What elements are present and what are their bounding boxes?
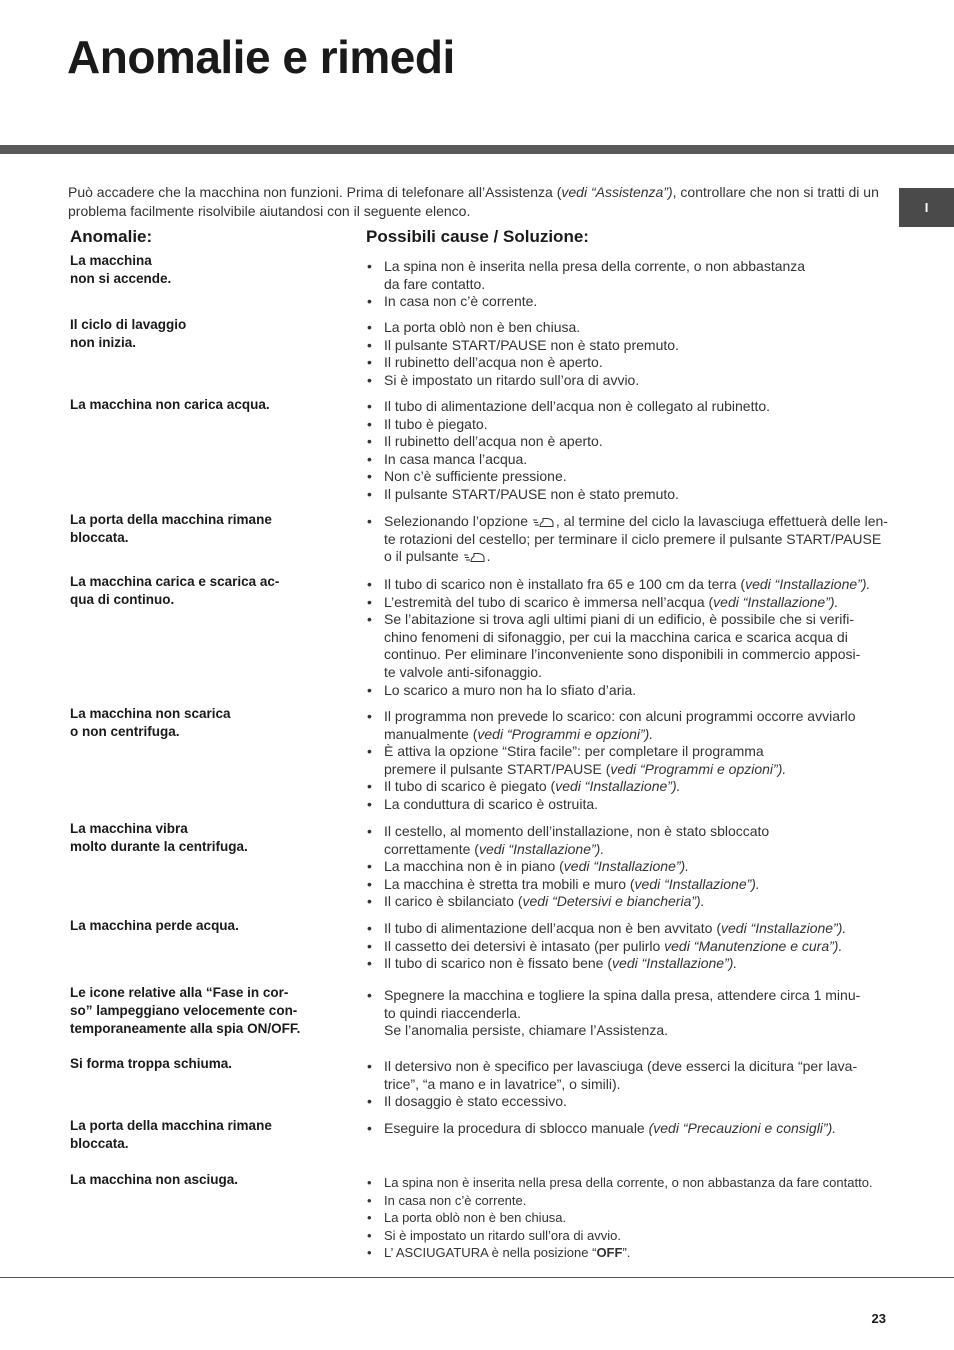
anomaly-label [70, 1117, 340, 1153]
cause-text: Il tubo di alimentazione dell’acqua non è ben avvitato ( [384, 920, 721, 936]
anomaly-line: La macchina non scarica [70, 706, 231, 721]
cause-line [384, 276, 888, 294]
cause-text: La macchina non è in piano ( [384, 858, 564, 875]
anomaly-line: La porta della macchina rimane [70, 512, 272, 527]
cause-reference: vedi “Installazione”). [612, 955, 738, 972]
cause-reference: vedi “Installazione”). [721, 920, 847, 936]
cause-list [366, 398, 888, 504]
bottom-divider [0, 1277, 954, 1278]
cause-line [384, 761, 888, 779]
cause-reference: vedi “Installazione”). [555, 778, 681, 795]
anomaly-line: La macchina carica e scarica ac- [70, 574, 280, 589]
cause-line [384, 646, 888, 664]
cause-line [384, 743, 888, 761]
cause-line [384, 451, 888, 469]
cause-line [384, 594, 888, 612]
cause-text: Il tubo di alimentazione dell’acqua non è collegato al rubinetto. [384, 398, 771, 414]
cause-item [366, 258, 888, 293]
cause-item [366, 486, 888, 504]
cause-line [384, 398, 888, 416]
anomaly-line: bloccata. [70, 1136, 129, 1151]
cause-text: Lo scarico a muro non ha lo sfiato d’aria. [384, 681, 637, 698]
cause-line [384, 955, 888, 973]
cause-line [384, 1022, 888, 1040]
cause-item [366, 987, 888, 1040]
cause-text: Eseguire la procedura di sblocco manuale [384, 1120, 649, 1136]
cause-text: Non c’è sufficiente pressione. [384, 468, 567, 485]
cause-list [366, 576, 888, 699]
anomaly-label [70, 511, 340, 547]
cause-text: te valvole anti-sifonaggio. [384, 663, 542, 680]
cause-line [384, 372, 888, 390]
cause-item [366, 893, 888, 911]
cause-text: te rotazioni del cestello; per terminare il ciclo premere il pulsante START/PAUSE [384, 530, 882, 547]
cause-text: Il pulsante START/PAUSE non è stato premuto. [384, 336, 679, 353]
cause-item [366, 433, 888, 451]
cause-text: Il carico è sbilanciato ( [384, 893, 523, 910]
cause-text: manualmente ( [384, 725, 478, 742]
cause-text: Il dosaggio è stato eccessivo. [384, 1093, 567, 1110]
cause-text: ”. [622, 1245, 631, 1261]
cause-line [384, 531, 888, 549]
cause-item [366, 611, 888, 681]
cause-reference: vedi “Installazione”). [478, 840, 605, 857]
intro-text: Può accadere che la macchina non funzioni. Prima di telefonare all’Assistenza ( [68, 184, 562, 200]
page-number: 23 [871, 1311, 886, 1326]
cause-text: Se l’anomalia persiste, chiamare l’Assistenza. [384, 1022, 669, 1039]
cause-item [366, 513, 888, 566]
cause-reference: vedi “Installazione”). [634, 875, 760, 892]
cause-item [366, 354, 888, 372]
cause-item [366, 1209, 888, 1227]
cause-line [384, 1005, 888, 1023]
anomaly-line: Si forma troppa schiuma. [70, 1056, 233, 1071]
top-divider [0, 145, 954, 154]
cause-line [384, 858, 888, 876]
anomaly-line: La porta della macchina rimane [70, 1118, 272, 1133]
cause-item [366, 938, 888, 956]
cause-line [384, 576, 888, 594]
page-title: Anomalie e rimedi [67, 31, 455, 83]
cause-text: Il tubo di scarico non è installato fra 65 e 100 cm da terra ( [384, 576, 746, 592]
cause-text: Il tubo di scarico è piegato ( [384, 778, 556, 795]
cause-item [366, 1244, 888, 1262]
intro-reference: vedi “Assistenza”) [561, 184, 673, 200]
cause-line [384, 486, 888, 504]
cause-line [384, 513, 888, 531]
cause-line [384, 433, 888, 451]
anomaly-line: Le icone relative alla “Fase in cor- [70, 985, 289, 1000]
cause-item [366, 1120, 888, 1138]
cause-text: Spegnere la macchina e togliere la spina dalla presa, attendere circa 1 minu- [384, 987, 861, 1003]
anomaly-label [70, 1055, 340, 1073]
cause-line [384, 1076, 888, 1094]
cause-line [384, 354, 888, 372]
anomaly-line: qua di continuo. [70, 592, 175, 607]
anomalies-heading: Anomalie: [70, 227, 153, 246]
cause-text: L’ ASCIUGATURA è nella posizione “ [384, 1245, 597, 1261]
cause-emphasis: OFF [596, 1245, 623, 1261]
cause-line [384, 841, 888, 859]
cause-item [366, 823, 888, 858]
cause-reference: vedi “Installazione”). [745, 576, 871, 592]
cause-line [384, 548, 888, 566]
cause-line [384, 1209, 888, 1227]
cause-list [366, 1120, 888, 1138]
cause-line [384, 416, 888, 434]
cause-item [366, 1227, 888, 1245]
anomaly-label [70, 917, 340, 935]
anomaly-line: molto durante la centrifuga. [70, 839, 248, 854]
cause-text: o il pulsante [384, 548, 463, 565]
cause-item [366, 468, 888, 486]
cause-line [384, 319, 888, 337]
anomaly-label [70, 705, 340, 741]
cause-line [384, 1120, 888, 1138]
cause-item [366, 319, 888, 337]
cause-line [384, 893, 888, 911]
anomaly-line: La macchina perde acqua. [70, 918, 239, 933]
cause-item [366, 876, 888, 894]
cause-text: , al termine del ciclo la lavasciuga effettuerà delle len- [555, 513, 888, 529]
cause-text: Il cestello, al momento dell’installazione, non è stato sbloccato [384, 823, 770, 839]
cause-text: È attiva la opzione “Stira facile”: per completare il programma [384, 743, 764, 760]
cause-line [384, 778, 888, 796]
cause-reference: vedi “Installazione”). [563, 858, 690, 875]
causes-heading: Possibili cause / Soluzione: [366, 227, 589, 246]
cause-item [366, 1174, 888, 1192]
cause-item [366, 708, 888, 743]
cause-line [384, 611, 888, 629]
cause-item [366, 796, 888, 814]
cause-text: Il rubinetto dell’acqua non è aperto. [384, 433, 603, 450]
cause-line [384, 664, 888, 682]
cause-line [384, 629, 888, 647]
cause-line [384, 258, 888, 276]
cause-reference: vedi “Detersivi e biancheria”). [522, 893, 705, 910]
cause-item [366, 682, 888, 700]
anomaly-line: non si accende. [70, 271, 172, 286]
cause-text: Se l’abitazione si trova agli ultimi piani di un edificio, è possibile che si verifi- [384, 611, 855, 628]
cause-text: Il pulsante START/PAUSE non è stato premuto. [384, 485, 679, 502]
cause-reference: vedi “Manutenzione e cura”). [664, 937, 843, 954]
cause-line [384, 823, 888, 841]
easy-iron-option-icon [533, 516, 555, 528]
cause-reference: vedi “Installazione”). [713, 593, 839, 610]
cause-line [384, 708, 888, 726]
anomaly-line: La macchina vibra [70, 821, 188, 836]
cause-item [366, 594, 888, 612]
cause-text: Si è impostato un ritardo sull’ora di avvio. [384, 371, 640, 388]
cause-line [384, 920, 888, 938]
cause-text: La porta oblò non è ben chiusa. [384, 319, 581, 335]
cause-list [366, 920, 888, 973]
anomaly-label [70, 396, 340, 414]
cause-text: continuo. Per eliminare l’inconveniente sono disponibili in commercio apposi- [384, 646, 861, 663]
cause-item [366, 778, 888, 796]
cause-list [366, 708, 888, 814]
cause-item [366, 398, 888, 416]
language-tab: I [899, 188, 954, 227]
anomaly-label [70, 573, 340, 609]
cause-text: . [486, 548, 491, 565]
anomaly-line: o non centrifuga. [70, 724, 180, 739]
anomaly-label [70, 1171, 340, 1189]
cause-item [366, 372, 888, 390]
anomaly-line: Il ciclo di lavaggio [70, 317, 187, 332]
cause-text: In casa non c’è corrente. [384, 1192, 527, 1208]
anomaly-line: bloccata. [70, 530, 129, 545]
cause-line [384, 337, 888, 355]
cause-list [366, 823, 888, 911]
cause-list [366, 319, 888, 389]
cause-list [366, 513, 888, 566]
anomaly-line: La macchina non asciuga. [70, 1172, 239, 1187]
cause-item [366, 955, 888, 973]
cause-list [366, 1174, 888, 1262]
cause-line [384, 1227, 888, 1245]
cause-line [384, 876, 888, 894]
cause-item [366, 1192, 888, 1210]
cause-line [384, 938, 888, 956]
anomaly-line: non inizia. [70, 335, 136, 350]
cause-text: trice”, “a mano e in lavatrice”, o simili). [384, 1075, 621, 1092]
cause-text: In casa manca l’acqua. [384, 450, 528, 467]
cause-text: La macchina è stretta tra mobili e muro ( [384, 875, 635, 892]
cause-line [384, 987, 888, 1005]
cause-text: Il cassetto dei detersivi è intasato (per pulirlo [384, 937, 665, 954]
cause-text: La spina non è inserita nella presa della corrente, o non abbastanza da fare contatto. [384, 1175, 873, 1190]
cause-text: Si è impostato un ritardo sull’ora di avvio. [384, 1227, 622, 1243]
cause-item [366, 1058, 888, 1093]
cause-line [384, 1174, 888, 1192]
cause-item [366, 576, 888, 594]
anomaly-line: La macchina non carica acqua. [70, 397, 270, 412]
cause-line [384, 1244, 888, 1262]
cause-text: Il rubinetto dell’acqua non è aperto. [384, 354, 603, 371]
cause-line [384, 726, 888, 744]
cause-text: Il tubo è piegato. [384, 415, 488, 432]
anomaly-label [70, 316, 340, 352]
cause-text: to quindi riaccenderla. [384, 1004, 521, 1021]
cause-item [366, 858, 888, 876]
anomaly-line: La macchina [70, 253, 152, 268]
cause-text: chino fenomeni di sifonaggio, per cui la macchina carica e scarica acqua di [384, 628, 848, 645]
cause-list [366, 258, 888, 311]
easy-iron-option-icon [464, 551, 486, 563]
cause-list [366, 987, 888, 1040]
cause-line [384, 1192, 888, 1210]
cause-item [366, 337, 888, 355]
cause-line [384, 1058, 888, 1076]
cause-reference: vedi “Programmi e opzioni”). [477, 725, 654, 742]
cause-line [384, 468, 888, 486]
cause-list [366, 1058, 888, 1111]
cause-text: La spina non è inserita nella presa della corrente, o non abbastanza [384, 258, 806, 274]
intro-text-end: , controllare che non si tratti di un problema facilmente risolvibile aiutandosi con il seguente elenco. [68, 184, 879, 219]
cause-text: La porta oblò non è ben chiusa. [384, 1210, 567, 1226]
cause-text: In casa non c’è corrente. [384, 293, 538, 310]
intro-paragraph [68, 183, 888, 221]
anomaly-label [70, 252, 340, 288]
anomaly-label [70, 984, 340, 1038]
cause-text: La conduttura di scarico è ostruita. [384, 795, 599, 812]
cause-line [384, 1093, 888, 1111]
cause-item [366, 1093, 888, 1111]
cause-text: Il detersivo non è specifico per lavasciuga (deve esserci la dicitura “per lava- [384, 1058, 858, 1074]
cause-item [366, 416, 888, 434]
cause-text: Il programma non prevede lo scarico: con alcuni programmi occorre avviarlo [384, 708, 856, 724]
cause-line [384, 796, 888, 814]
anomaly-line: so” lampeggiano velocemente con- [70, 1003, 298, 1018]
cause-item [366, 293, 888, 311]
cause-reference: (vedi “Precauzioni e consigli”). [648, 1120, 837, 1136]
cause-item [366, 920, 888, 938]
cause-item [366, 743, 888, 778]
cause-text: Selezionando l’opzione [384, 513, 532, 529]
cause-text: correttamente ( [384, 840, 479, 857]
cause-reference: vedi “Programmi e opzioni”). [610, 760, 787, 777]
cause-line [384, 293, 888, 311]
cause-text: premere il pulsante START/PAUSE ( [384, 760, 611, 777]
cause-line [384, 682, 888, 700]
cause-text: da fare contatto. [384, 275, 486, 292]
anomaly-label [70, 820, 340, 856]
anomaly-line: temporaneamente alla spia ON/OFF. [70, 1021, 301, 1036]
cause-text: Il tubo di scarico non è fissato bene ( [384, 955, 613, 972]
cause-text: L’estremità del tubo di scarico è immersa nell’acqua ( [384, 593, 714, 610]
cause-item [366, 451, 888, 469]
